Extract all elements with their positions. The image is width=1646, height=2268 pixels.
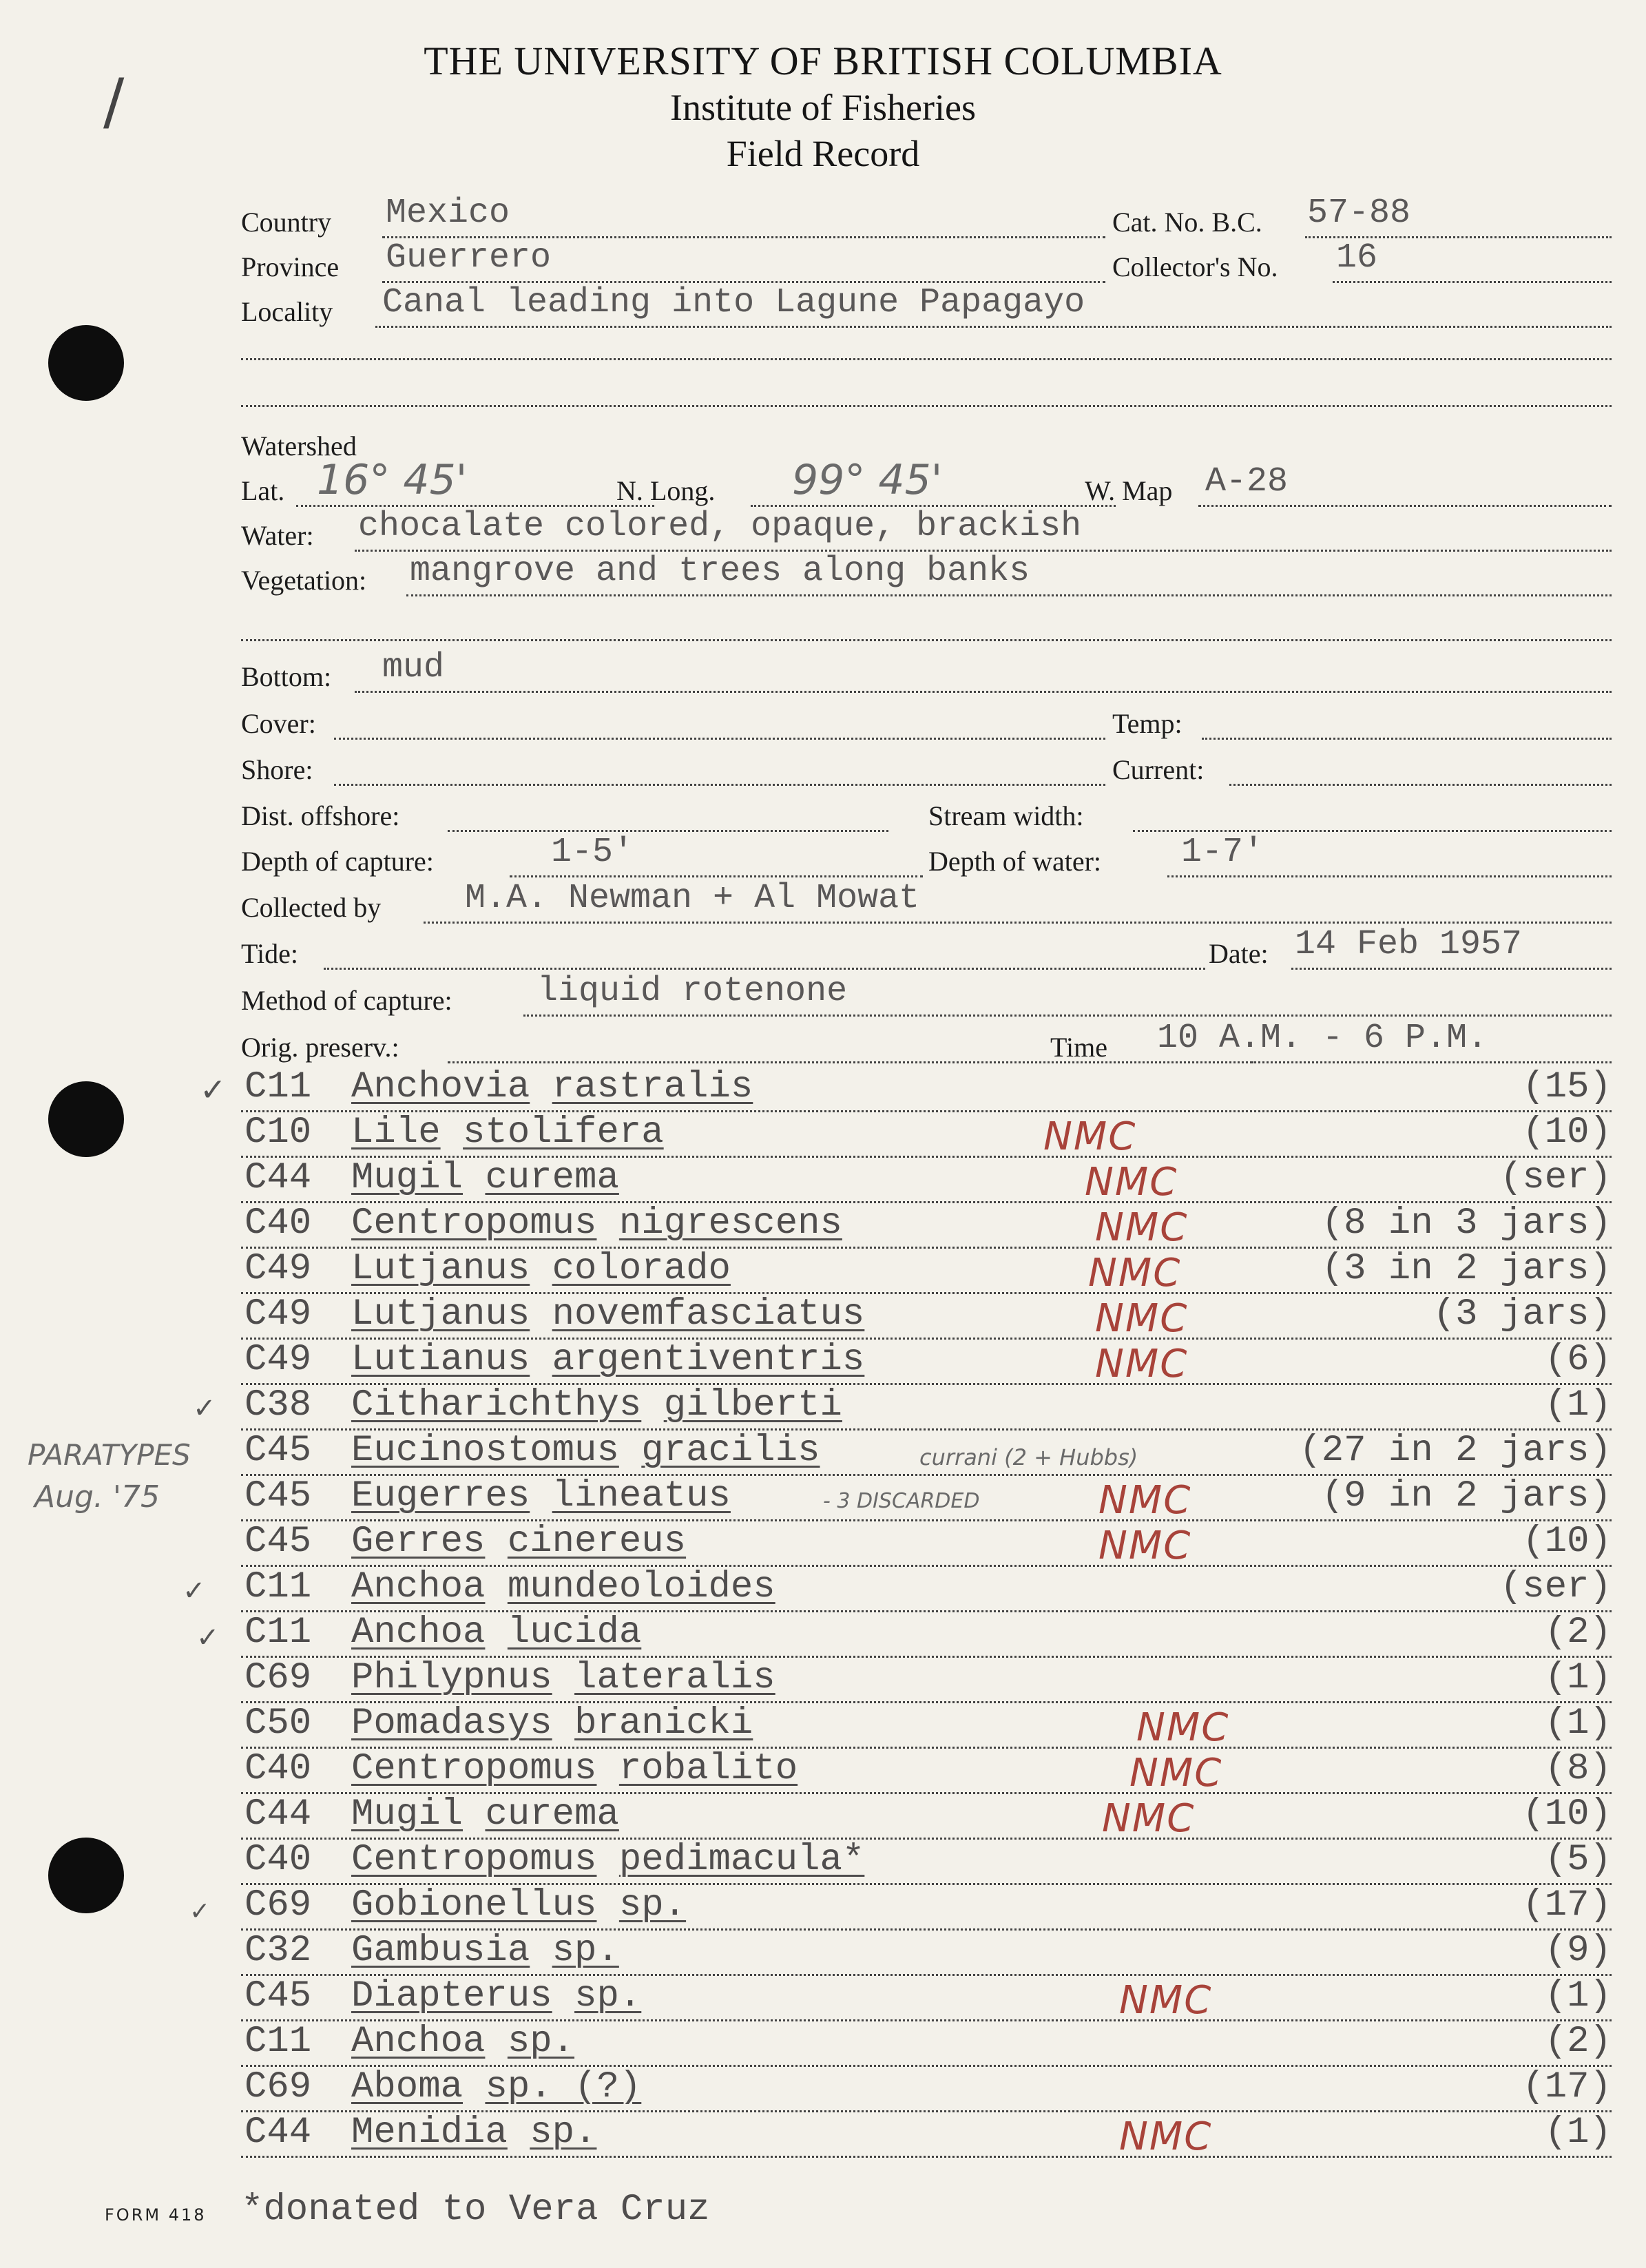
specimen-count: (3 jars) [1433,1293,1612,1335]
row-dots [241,2156,1612,2158]
nmc-mark: NMC [1085,1160,1178,1205]
university-title: THE UNIVERSITY OF BRITISH COLUMBIA [424,39,1222,83]
long-value: 99° 45' [792,456,943,504]
nmc-mark: NMC [1098,1523,1192,1568]
method-value: liquid rotenone [537,972,848,1011]
specimen-count: (10) [1522,1521,1612,1563]
water-label: Water: [241,520,314,551]
specimen-row [241,1203,1612,1253]
check-icon: ✓ [183,1575,206,1607]
date-label: Date: [1209,938,1269,969]
genus: Anchoa [351,1566,486,1608]
province-label: Province [241,251,340,282]
species-name [351,1566,775,1608]
cover-label: Cover: [241,708,316,739]
collector-no-label: Collector's No. [1112,251,1278,282]
nmc-mark: NMC [1098,1478,1192,1523]
nmc-mark: NMC [1119,1978,1213,2023]
collected-by-row [241,879,1612,928]
species-code: C40 [244,1748,312,1790]
specimen-row [241,1157,1612,1207]
vegetation-row [241,552,1612,601]
genus: Anchoa [351,2021,486,2063]
tide-dots [324,968,1205,970]
species: curema [485,1793,619,1835]
province-row [241,238,1612,287]
species-name [351,1884,686,1926]
specimen-row [241,1884,1612,1935]
specimen-row [241,1839,1612,1889]
species-name [351,1203,842,1245]
country-label: Country [241,207,332,238]
species-name [351,1475,731,1517]
nmc-mark: NMC [1102,1796,1196,1841]
map-label: W. Map [1085,475,1173,506]
species-name [351,2112,596,2154]
species-code: C49 [244,1248,312,1290]
species: gilberti [663,1384,842,1426]
genus: Gobionellus [351,1884,597,1926]
species: sp. (?) [485,2066,642,2108]
specimen-row [241,1566,1612,1616]
species-code: C45 [244,1430,312,1472]
corner-mark: / [103,65,125,138]
bottom-value: mud [382,648,445,687]
genus: Lile [351,1112,441,1154]
species-code: C40 [244,1203,312,1245]
collector-no-dots [1333,281,1612,283]
cat-no-label: Cat. No. B.C. [1112,207,1262,238]
genus: Mugil [351,1157,463,1199]
vegetation-dots [406,594,1612,596]
locality-dots [375,326,1612,328]
species-code: C69 [244,1657,312,1699]
locality-value: Canal leading into Lagune Papagayo [382,283,1085,322]
method-row [241,972,1612,1021]
species-name [351,1975,641,2017]
genus: Lutjanus [351,1293,530,1335]
species-code: C69 [244,2066,312,2108]
specimen-row [241,1248,1612,1298]
specimen-count: (5) [1544,1839,1612,1881]
species: pedimacula* [618,1839,865,1881]
species-code: C49 [244,1293,312,1335]
species-name [351,1703,753,1745]
species: stolifera [463,1112,664,1154]
method-dots [523,1015,1612,1017]
species-name [351,1521,686,1563]
species: rastralis [552,1066,753,1108]
water-value: chocalate colored, opaque, brackish [358,507,1082,546]
genus: Eugerres [351,1475,530,1517]
locality-label: Locality [241,296,333,327]
cover-row [241,701,1612,744]
specimen-row [241,1293,1612,1344]
vegetation-label: Vegetation: [241,565,367,596]
time-value: 10 A.M. - 6 P.M. [1157,1019,1488,1058]
specimen-row [241,1657,1612,1707]
bottom-row [241,648,1612,697]
species: lineatus [552,1475,731,1517]
tide-label: Tide: [241,938,299,969]
specimen-row [241,2112,1612,2162]
discarded-note: - 3 DISCARDED [823,1489,980,1513]
lat-value: 16° 45' [317,456,468,504]
check-icon: ✓ [200,1071,227,1108]
specimen-row [241,1521,1612,1571]
depth-capture-dots [510,875,923,877]
species-code: C32 [244,1930,312,1972]
nmc-mark: NMC [1043,1114,1137,1159]
species-name [351,1793,619,1835]
species: branicki [574,1703,753,1745]
species-code: C11 [244,2021,312,2063]
shore-label: Shore: [241,754,313,785]
current-label: Current: [1112,754,1205,785]
specimen-count: (17) [1522,2066,1612,2108]
orig-preserv-label: Orig. preserv.: [241,1032,399,1063]
genus: Lutjanus [351,1248,530,1290]
vegetation-blank-line [241,639,1612,641]
stream-width-label: Stream width: [928,800,1084,831]
specimen-row [241,1339,1612,1389]
specimen-row [241,1066,1612,1116]
gracilis-correction-note: currani (2 + Hubbs) [919,1444,1138,1470]
specimen-row [241,1703,1612,1753]
map-dots [1198,505,1612,507]
date-value: 14 Feb 1957 [1295,925,1523,964]
binder-hole-top [48,325,124,401]
species-name [351,1612,641,1654]
specimen-count: (15) [1522,1066,1612,1108]
specimen-count: (10) [1522,1793,1612,1835]
specimen-count: (6) [1544,1339,1612,1381]
species: cinereus [507,1521,687,1563]
lat-long-row [241,456,1612,511]
province-value: Guerrero [386,238,552,278]
species-code: C44 [244,1157,312,1199]
genus: Anchoa [351,1612,486,1654]
method-label: Method of capture: [241,985,452,1016]
specimen-row [241,1748,1612,1798]
nmc-mark: NMC [1095,1205,1189,1250]
specimen-count: (ser) [1499,1157,1612,1199]
species: sp. [574,1975,642,2017]
species-code: C45 [244,1521,312,1563]
genus: Gerres [351,1521,486,1563]
specimen-row [241,2021,1612,2071]
genus: Mugil [351,1793,463,1835]
specimen-count: (8 in 3 jars) [1321,1203,1612,1245]
specimen-count: (1) [1544,2112,1612,2154]
shore-row [241,747,1612,790]
species-name [351,1066,753,1108]
water-row [241,507,1612,556]
species-code: C11 [244,1612,312,1654]
form-title: Field Record [726,133,920,174]
vegetation-value: mangrove and trees along banks [410,552,1030,591]
footnote: *donated to Vera Cruz [241,2189,710,2231]
specimen-count: (ser) [1499,1566,1612,1608]
depth-capture-label: Depth of capture: [241,846,434,877]
current-dots [1229,784,1612,786]
locality-blank-line-2 [241,405,1612,407]
species: sp. [530,2112,597,2154]
specimen-row [241,1930,1612,1980]
species-code: C38 [244,1384,312,1426]
species: novemfasciatus [552,1293,865,1335]
species-code: C69 [244,1884,312,1926]
depth-water-dots [1167,875,1612,877]
country-row [241,194,1612,242]
collected-by-value: M.A. Newman + Al Mowat [465,879,920,918]
species-code: C10 [244,1112,312,1154]
tide-row [241,925,1612,974]
dist-offshore-dots [448,830,888,832]
collected-by-dots [424,922,1612,924]
species: sp. [552,1930,619,1972]
species-name [351,2066,641,2108]
specimen-row [241,1112,1612,1162]
specimen-row [241,1475,1612,1526]
temp-dots [1202,738,1612,740]
map-value: A-28 [1205,462,1289,501]
species: robalito [618,1748,798,1790]
species-code: C40 [244,1839,312,1881]
genus: Centropomus [351,1748,597,1790]
dist-offshore-row [241,793,1612,836]
species: colorado [552,1248,731,1290]
paratypes-note: PARATYPES [28,1438,191,1472]
species-code: C44 [244,1793,312,1835]
depth-capture-value: 1-5' [551,833,634,872]
specimen-row [241,2066,1612,2116]
nmc-mark: NMC [1088,1251,1182,1296]
species-code: C45 [244,1975,312,2017]
species-name [351,2021,574,2063]
species-name [351,1339,864,1381]
depth-row [241,833,1612,882]
orig-preserv-row [241,1019,1612,1068]
species-code: C50 [244,1703,312,1745]
genus: Menidia [351,2112,508,2154]
lat-label: Lat. [241,475,285,506]
genus: Aboma [351,2066,463,2108]
species-name [351,1930,619,1972]
species: lateralis [574,1657,775,1699]
specimen-count: (10) [1522,1112,1612,1154]
species: mundeoloides [507,1566,775,1608]
nmc-mark: NMC [1095,1296,1189,1341]
genus: Citharichthys [351,1384,642,1426]
species-name [351,1384,842,1426]
genus: Gambusia [351,1930,530,1972]
species-name [351,1248,731,1290]
locality-blank-line-1 [241,358,1612,360]
depth-water-label: Depth of water: [928,846,1102,877]
genus: Anchovia [351,1066,530,1108]
time-label: Time [1050,1032,1108,1063]
species-code: C11 [244,1066,312,1108]
genus: Centropomus [351,1203,597,1245]
genus: Diapterus [351,1975,552,2017]
collected-by-label: Collected by [241,892,382,923]
species-name [351,1112,664,1154]
binder-hole-middle [48,1081,124,1157]
cover-dots [334,738,1105,740]
specimen-row [241,1430,1612,1480]
check-icon: ✓ [193,1393,216,1424]
time-dots [1126,1061,1612,1063]
species-name [351,1293,864,1335]
species-name [351,1839,864,1881]
species: lucida [507,1612,642,1654]
genus: Centropomus [351,1839,597,1881]
species: sp. [507,2021,575,2063]
specimen-count: (9) [1544,1930,1612,1972]
species-code: C49 [244,1339,312,1381]
species-code: C44 [244,2112,312,2154]
cat-no-value: 57-88 [1307,194,1411,233]
specimen-count: (1) [1544,1703,1612,1745]
institute-title: Institute of Fisheries [670,87,976,128]
specimen-count: (9 in 2 jars) [1321,1475,1612,1517]
specimen-row [241,1793,1612,1844]
species-name [351,1430,820,1472]
species-struck: gracilis [641,1430,820,1472]
binder-hole-bottom [48,1838,124,1913]
bottom-dots [355,691,1612,693]
species: sp. [618,1884,687,1926]
nmc-mark: NMC [1129,1751,1223,1796]
specimen-count: (2) [1544,2021,1612,2063]
genus: Eucinostomus [351,1430,619,1472]
species-name [351,1657,775,1699]
genus: Pomadasys [351,1703,552,1745]
species: nigrescens [618,1203,842,1245]
form-number: FORM 418 [105,2205,207,2225]
specimen-count: (1) [1544,1657,1612,1699]
species-name [351,1157,619,1199]
species: argentiventris [552,1339,865,1381]
nmc-mark: NMC [1119,2114,1213,2159]
specimen-count: (3 in 2 jars) [1321,1248,1612,1290]
check-icon: ✓ [196,1622,220,1654]
long-label: N. Long. [616,475,716,506]
bottom-label: Bottom: [241,661,332,692]
dist-offshore-label: Dist. offshore: [241,800,400,831]
species: curema [485,1157,619,1199]
genus: Philypnus [351,1657,552,1699]
specimen-row [241,1612,1612,1662]
nmc-mark: NMC [1095,1342,1189,1386]
depth-water-value: 1-7' [1181,833,1264,872]
specimen-row [241,1384,1612,1435]
specimen-count: (17) [1522,1884,1612,1926]
specimen-count: (2) [1544,1612,1612,1654]
genus: Lutianus [351,1339,530,1381]
temp-label: Temp: [1112,708,1183,739]
species-name [351,1748,798,1790]
specimen-count: (1) [1544,1975,1612,2017]
shore-dots [334,784,1105,786]
specimen-row [241,1975,1612,2026]
nmc-mark: NMC [1136,1705,1230,1750]
species-code: C45 [244,1475,312,1517]
collector-no-value: 16 [1336,238,1378,278]
paratypes-date-note: Aug. '75 [34,1479,160,1515]
locality-row [241,283,1612,332]
date-dots [1291,968,1612,970]
watershed-label: Watershed [241,430,357,461]
check-icon: ✓ [189,1897,211,1926]
country-value: Mexico [386,194,510,233]
specimen-count: (8) [1544,1748,1612,1790]
stream-width-dots [1133,830,1612,832]
specimen-count: (27 in 2 jars) [1299,1430,1612,1472]
specimen-count: (1) [1544,1384,1612,1426]
species-code: C11 [244,1566,312,1608]
